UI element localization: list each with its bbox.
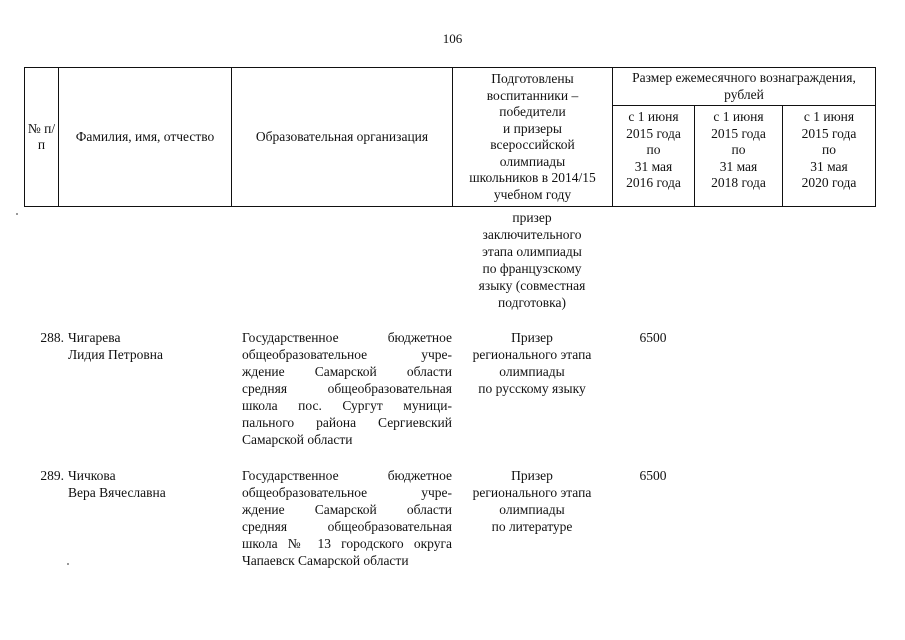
- organization: Государственное бюджетное общеобразовательное учре- ждение Самарской области средняя общеобразовательная школа пос. Сургут муници- пального района Сергиевский Самарской области: [242, 330, 452, 447]
- header-achievement: Подготовлены воспитанники – победители и призеры всероссийской олимпиады школьников в 2014/15 учебном году: [453, 68, 613, 207]
- header-name: Фамилия, имя, отчество: [59, 68, 232, 207]
- reward-amount: 6500: [639, 468, 667, 483]
- reward-amount: 6500: [639, 330, 667, 345]
- achievement: Призер регионального этапа олимпиады по литературе: [472, 468, 592, 534]
- row-number: 288.: [40, 330, 64, 345]
- scan-mark: [67, 563, 69, 565]
- header-period-2016: с 1 июня 2015 года по 31 мая 2016 года: [613, 106, 695, 207]
- header-reward-group: Размер ежемесячного вознаграждения, рублей: [613, 68, 876, 106]
- row-number: 289.: [40, 468, 64, 483]
- header-period-2018: с 1 июня 2015 года по 31 мая 2018 года: [695, 106, 783, 207]
- table-header: [24, 67, 876, 207]
- person-name: Чигарева Лидия Петровна: [68, 330, 163, 362]
- page-number: 106: [442, 31, 463, 46]
- header-number: № п/п: [25, 68, 59, 207]
- organization: Государственное бюджетное общеобразовательное учре- ждение Самарской области средняя общеобразовательная школа № 13 городского округа Чапаевск Самарской области: [242, 468, 452, 568]
- header-organization: Образовательная организация: [232, 68, 453, 207]
- achievement: Призер регионального этапа олимпиады по русскому языку: [472, 330, 592, 396]
- scan-mark: [16, 213, 18, 215]
- person-name: Чичкова Вера Вячеславна: [68, 468, 166, 500]
- continuation-achievement: призер заключительного этапа олимпиады по французскому языку (совместная подготовка): [478, 210, 586, 310]
- header-period-2020: с 1 июня 2015 года по 31 мая 2020 года: [783, 106, 876, 207]
